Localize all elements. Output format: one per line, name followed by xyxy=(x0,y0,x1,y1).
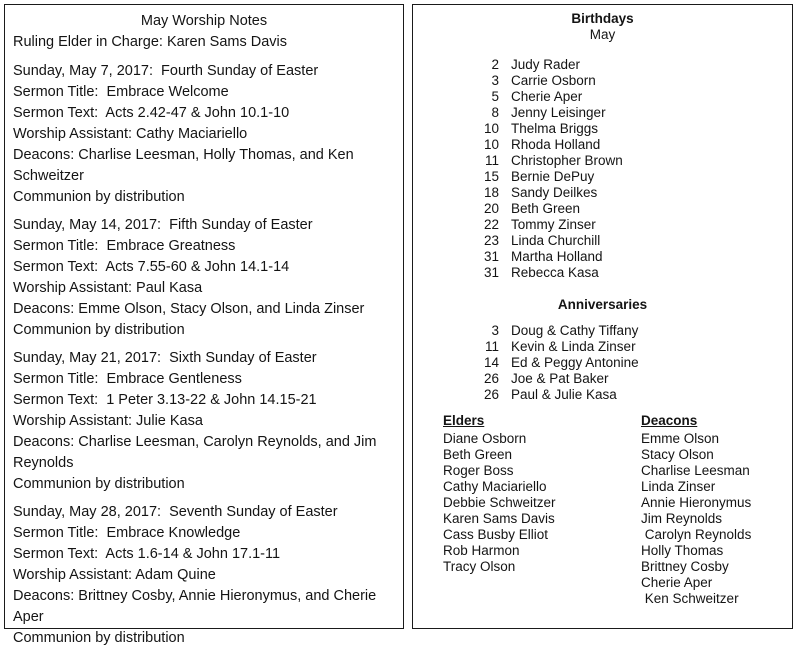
service-line: Worship Assistant: Adam Quine xyxy=(13,567,216,583)
day-number: 3 xyxy=(491,73,499,88)
deacon-name: Linda Zinser xyxy=(641,479,716,494)
person-name: Beth Green xyxy=(511,201,581,216)
person-name: Martha Holland xyxy=(511,249,603,264)
deacons-column xyxy=(641,413,782,607)
person-name: Linda Churchill xyxy=(511,233,601,248)
service-line: Sermon Title: Embrace Greatness xyxy=(13,238,236,254)
elders-heading: Elders xyxy=(443,413,485,428)
service-line: Sermon Text: Acts 1.6-14 & John 17.1-11 xyxy=(13,546,281,562)
person-name: Cherie Aper xyxy=(511,89,583,104)
service-block xyxy=(13,502,395,649)
elder-name: Rob Harmon xyxy=(443,543,520,558)
birthday-row xyxy=(475,105,782,121)
deacon-name: Emme Olson xyxy=(641,431,720,446)
birthday-row xyxy=(475,185,782,201)
service-line: Worship Assistant: Cathy Maciariello xyxy=(13,126,248,142)
elder-name: Cass Busby Elliot xyxy=(443,527,549,542)
deacon-name: Jim Reynolds xyxy=(641,511,723,526)
person-name: Judy Rader xyxy=(511,57,581,72)
elder-name: Diane Osborn xyxy=(443,431,527,446)
day-number: 22 xyxy=(483,217,499,232)
service-line: Deacons: Brittney Cosby, Annie Hieronymus, and Cherie Aper xyxy=(13,588,380,625)
birthday-row xyxy=(475,265,782,281)
birthday-row xyxy=(475,169,782,185)
anniversary-row xyxy=(475,355,782,371)
day-number: 26 xyxy=(483,371,499,386)
day-number: 23 xyxy=(483,233,499,248)
service-line: Deacons: Emme Olson, Stacy Olson, and Linda Zinser xyxy=(13,301,365,317)
service-line: Sunday, May 14, 2017: Fifth Sunday of Easter xyxy=(13,217,313,233)
day-number: 10 xyxy=(483,137,499,152)
deacon-name: Carolyn Reynolds xyxy=(641,527,752,542)
day-number: 8 xyxy=(491,105,499,120)
anniversary-row xyxy=(475,339,782,355)
elder-name: Debbie Schweitzer xyxy=(443,495,556,510)
birthday-row xyxy=(475,233,782,249)
birthdays-month: May xyxy=(589,27,616,42)
deacons-names xyxy=(641,431,782,607)
service-line: Deacons: Charlise Leesman, Holly Thomas, and Ken Schweitzer xyxy=(13,147,358,184)
service-line: Worship Assistant: Julie Kasa xyxy=(13,413,203,429)
service-line: Sunday, May 7, 2017: Fourth Sunday of Easter xyxy=(13,63,319,79)
service-line: Communion by distribution xyxy=(13,630,185,646)
birthday-row xyxy=(475,153,782,169)
birthday-row xyxy=(475,249,782,265)
elder-name: Karen Sams Davis xyxy=(443,511,555,526)
person-name: Kevin & Linda Zinser xyxy=(511,339,636,354)
anniversaries-title: Anniversaries xyxy=(557,297,648,312)
person-name: Sandy Deilkes xyxy=(511,185,598,200)
person-name: Rebecca Kasa xyxy=(511,265,599,280)
service-line: Deacons: Charlise Leesman, Carolyn Reynolds, and Jim Reynolds xyxy=(13,434,381,471)
person-name: Thelma Briggs xyxy=(511,121,599,136)
person-name: Rhoda Holland xyxy=(511,137,601,152)
deacon-name: Stacy Olson xyxy=(641,447,714,462)
ruling-elder-line: Ruling Elder in Charge: Karen Sams Davis xyxy=(13,34,288,50)
service-line: Sermon Text: Acts 2.42-47 & John 10.1-10 xyxy=(13,105,290,121)
elders-names xyxy=(443,431,641,575)
birthdays-title: Birthdays xyxy=(571,11,634,26)
day-number: 31 xyxy=(483,249,499,264)
officers-section xyxy=(423,413,782,607)
service-line: Communion by distribution xyxy=(13,476,185,492)
person-name: Joe & Pat Baker xyxy=(511,371,609,386)
person-name: Tommy Zinser xyxy=(511,217,596,232)
deacon-name: Charlise Leesman xyxy=(641,463,750,478)
person-name: Bernie DePuy xyxy=(511,169,595,184)
person-name: Carrie Osborn xyxy=(511,73,596,88)
deacons-heading: Deacons xyxy=(641,413,698,428)
day-number: 11 xyxy=(484,153,499,168)
day-number: 2 xyxy=(491,57,499,72)
person-name: Christopher Brown xyxy=(511,153,623,168)
anniversary-row xyxy=(475,323,782,339)
day-number: 14 xyxy=(483,355,499,370)
worship-notes-title: May Worship Notes xyxy=(140,13,268,29)
celebrations-panel xyxy=(412,4,793,629)
day-number: 15 xyxy=(483,169,499,184)
elder-name: Tracy Olson xyxy=(443,559,516,574)
deacon-name: Brittney Cosby xyxy=(641,559,729,574)
deacon-name: Annie Hieronymus xyxy=(641,495,752,510)
birthday-row xyxy=(475,201,782,217)
service-block xyxy=(13,61,395,208)
person-name: Paul & Julie Kasa xyxy=(511,387,617,402)
service-block xyxy=(13,215,395,341)
anniversary-row xyxy=(475,371,782,387)
elders-column xyxy=(443,413,641,607)
birthday-row xyxy=(475,73,782,89)
elder-name: Roger Boss xyxy=(443,463,514,478)
service-line: Sermon Title: Embrace Gentleness xyxy=(13,371,242,387)
day-number: 3 xyxy=(491,323,499,338)
elder-name: Cathy Maciariello xyxy=(443,479,547,494)
deacon-name: Ken Schweitzer xyxy=(641,591,739,606)
day-number: 5 xyxy=(491,89,499,104)
anniversary-row xyxy=(475,387,782,403)
day-number: 10 xyxy=(483,121,499,136)
person-name: Jenny Leisinger xyxy=(511,105,606,120)
day-number: 26 xyxy=(483,387,499,402)
birthday-row xyxy=(475,217,782,233)
service-line: Worship Assistant: Paul Kasa xyxy=(13,280,203,296)
service-line: Sermon Title: Embrace Welcome xyxy=(13,84,229,100)
birthday-row xyxy=(475,121,782,137)
service-line: Sermon Text: Acts 7.55-60 & John 14.1-14 xyxy=(13,259,290,275)
deacon-name: Holly Thomas xyxy=(641,543,724,558)
service-line: Communion by distribution xyxy=(13,189,185,205)
day-number: 11 xyxy=(484,339,499,354)
person-name: Ed & Peggy Antonine xyxy=(511,355,639,370)
service-block xyxy=(13,348,395,495)
deacon-name: Cherie Aper xyxy=(641,575,713,590)
day-number: 18 xyxy=(483,185,499,200)
birthday-row xyxy=(475,57,782,73)
service-line: Sermon Text: 1 Peter 3.13-22 & John 14.15-21 xyxy=(13,392,317,408)
birthdays-list xyxy=(423,57,782,281)
day-number: 20 xyxy=(483,201,499,216)
services-list xyxy=(13,61,395,649)
anniversaries-list xyxy=(423,323,782,403)
day-number: 31 xyxy=(483,265,499,280)
service-line: Sermon Title: Embrace Knowledge xyxy=(13,525,241,541)
service-line: Communion by distribution xyxy=(13,322,185,338)
person-name: Doug & Cathy Tiffany xyxy=(511,323,639,338)
birthday-row xyxy=(475,89,782,105)
worship-notes-panel xyxy=(4,4,404,646)
birthday-row xyxy=(475,137,782,153)
elder-name: Beth Green xyxy=(443,447,513,462)
service-line: Sunday, May 28, 2017: Seventh Sunday of Easter xyxy=(13,504,338,520)
service-line: Sunday, May 21, 2017: Sixth Sunday of Easter xyxy=(13,350,317,366)
